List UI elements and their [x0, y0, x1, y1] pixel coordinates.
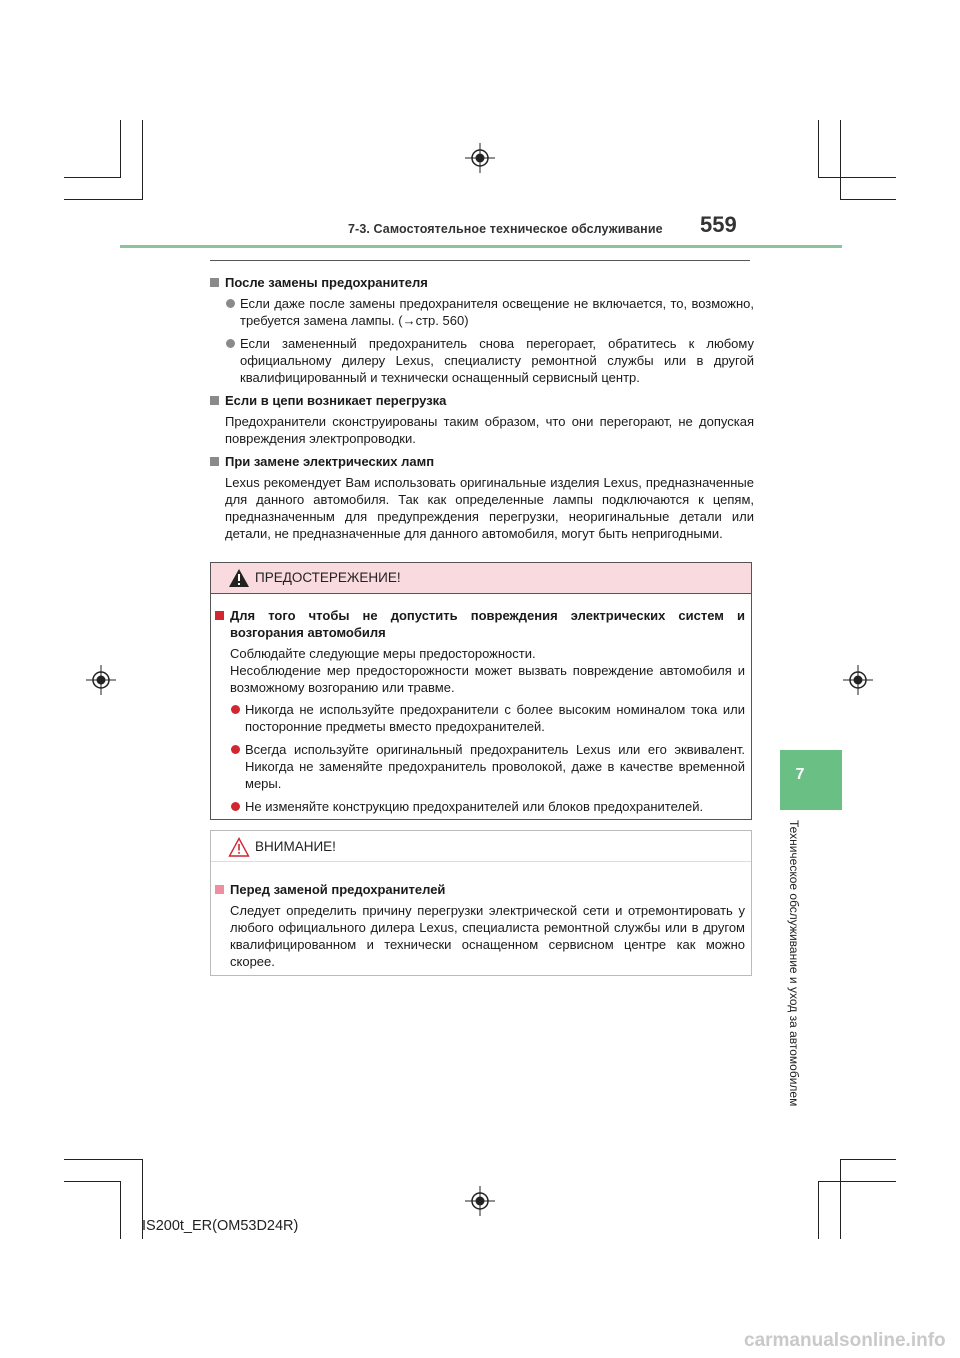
notice-triangle-icon — [228, 837, 250, 857]
crop-mark — [840, 1159, 896, 1160]
crop-mark — [818, 177, 896, 178]
list-item: Если замененный предохранитель снова перегорает, обратитесь к любому официальному дилеру Lexus, специалисту ремонтной службы или в другой квалифицированный и технически оснащенный сервисный центр. — [210, 335, 754, 386]
notice-box — [210, 830, 752, 976]
crop-mark — [64, 199, 143, 200]
list-item: Всегда используйте оригинальный предохранитель Lexus или его эквивалент. Никогда не заменяйте предохранитель проволокой, даже в качестве временной меры. — [215, 741, 745, 792]
circle-bullet-icon — [231, 745, 240, 754]
list-item: Никогда не используйте предохранители с более высоким номиналом тока или посторонние предметы вместо предохранителей. — [215, 701, 745, 735]
notice-heading: Перед заменой предохранителей — [215, 881, 745, 898]
main-content — [210, 268, 754, 547]
paragraph: Соблюдайте следующие меры предосторожности. — [230, 646, 536, 661]
crop-mark — [64, 177, 121, 178]
list-item: Если даже после замены предохранителя освещение не включается, то, возможно, требуется замена лампы. (→стр. 560) — [210, 295, 754, 329]
registration-mark-icon — [843, 665, 873, 695]
chapter-number: 7 — [795, 766, 805, 783]
warning-triangle-icon — [228, 568, 250, 588]
paragraph: Несоблюдение мер предосторожности может вызвать повреждение автомобиля и возможному возгоранию или травме. — [230, 663, 745, 695]
chapter-tab — [780, 750, 842, 810]
circle-bullet-icon — [231, 802, 240, 811]
registration-mark-icon — [465, 143, 495, 173]
model-code: IS200t_ER(OM53D24R) — [142, 1218, 299, 1234]
notice-label: ВНИМАНИЕ! — [255, 839, 336, 854]
caution-heading: Для того чтобы не допустить повреждения электрических систем и возгорания автомобиля — [215, 607, 745, 641]
paragraph: Следует определить причину перегрузки электрической сети и отремонтировать у любого официального дилера Lexus, специалиста ремонтной службы или в другом квалифицированном и технически оснащенном сервисном центре как можно скорее. — [230, 903, 745, 969]
crop-mark — [840, 199, 896, 200]
header-rule — [120, 245, 842, 248]
square-bullet-icon — [210, 278, 219, 287]
crop-mark — [64, 1181, 121, 1182]
section-heading: После замены предохранителя — [210, 274, 754, 291]
paragraph: Предохранители сконструированы таким образом, что они перегорают, не допуская повреждения электропроводки. — [225, 414, 754, 446]
square-bullet-icon — [210, 396, 219, 405]
caution-body — [215, 601, 745, 821]
crop-mark — [120, 1181, 121, 1239]
watermark: carmanualsonline.info — [744, 1330, 946, 1351]
circle-bullet-icon — [231, 705, 240, 714]
square-bullet-icon — [210, 457, 219, 466]
crop-mark — [818, 120, 819, 178]
registration-mark-icon — [86, 665, 116, 695]
chapter-title: Техническое обслуживание и уход за автомобилем — [787, 820, 801, 1107]
section-title: 7-3. Самостоятельное техническое обслуживание — [348, 222, 663, 236]
notice-header — [211, 831, 751, 862]
registration-mark-icon — [465, 1186, 495, 1216]
crop-mark — [120, 120, 121, 178]
circle-bullet-icon — [226, 339, 235, 348]
circle-bullet-icon — [226, 299, 235, 308]
crop-mark — [818, 1181, 896, 1182]
caution-box — [210, 562, 752, 820]
caution-label: ПРЕДОСТЕРЕЖЕНИЕ! — [255, 570, 401, 585]
list-item: Не изменяйте конструкцию предохранителей или блоков предохранителей. — [215, 798, 745, 815]
chapter-side-title — [787, 820, 809, 1110]
section-heading: При замене электрических ламп — [210, 453, 754, 470]
square-bullet-icon — [215, 611, 224, 620]
crop-mark — [818, 1181, 819, 1239]
section-heading: Если в цепи возникает перегрузка — [210, 392, 754, 409]
crop-mark — [840, 1159, 841, 1239]
crop-mark — [142, 120, 143, 200]
square-bullet-icon — [215, 885, 224, 894]
notice-body — [215, 875, 745, 975]
crop-mark — [840, 120, 841, 200]
content-top-rule — [210, 260, 750, 261]
crop-mark — [64, 1159, 143, 1160]
page-number: 559 — [700, 212, 737, 237]
paragraph: Lexus рекомендует Вам использовать оригинальные изделия Lexus, предназначенные для данного автомобиля. Так как определенные лампы подключаются к цепям, предназначенным для предупреждения перегрузки, неоригинальные детали или детали, не предназначенные для данного автомобиля, могут быть непригодными. — [225, 475, 754, 541]
caution-header — [211, 563, 751, 594]
